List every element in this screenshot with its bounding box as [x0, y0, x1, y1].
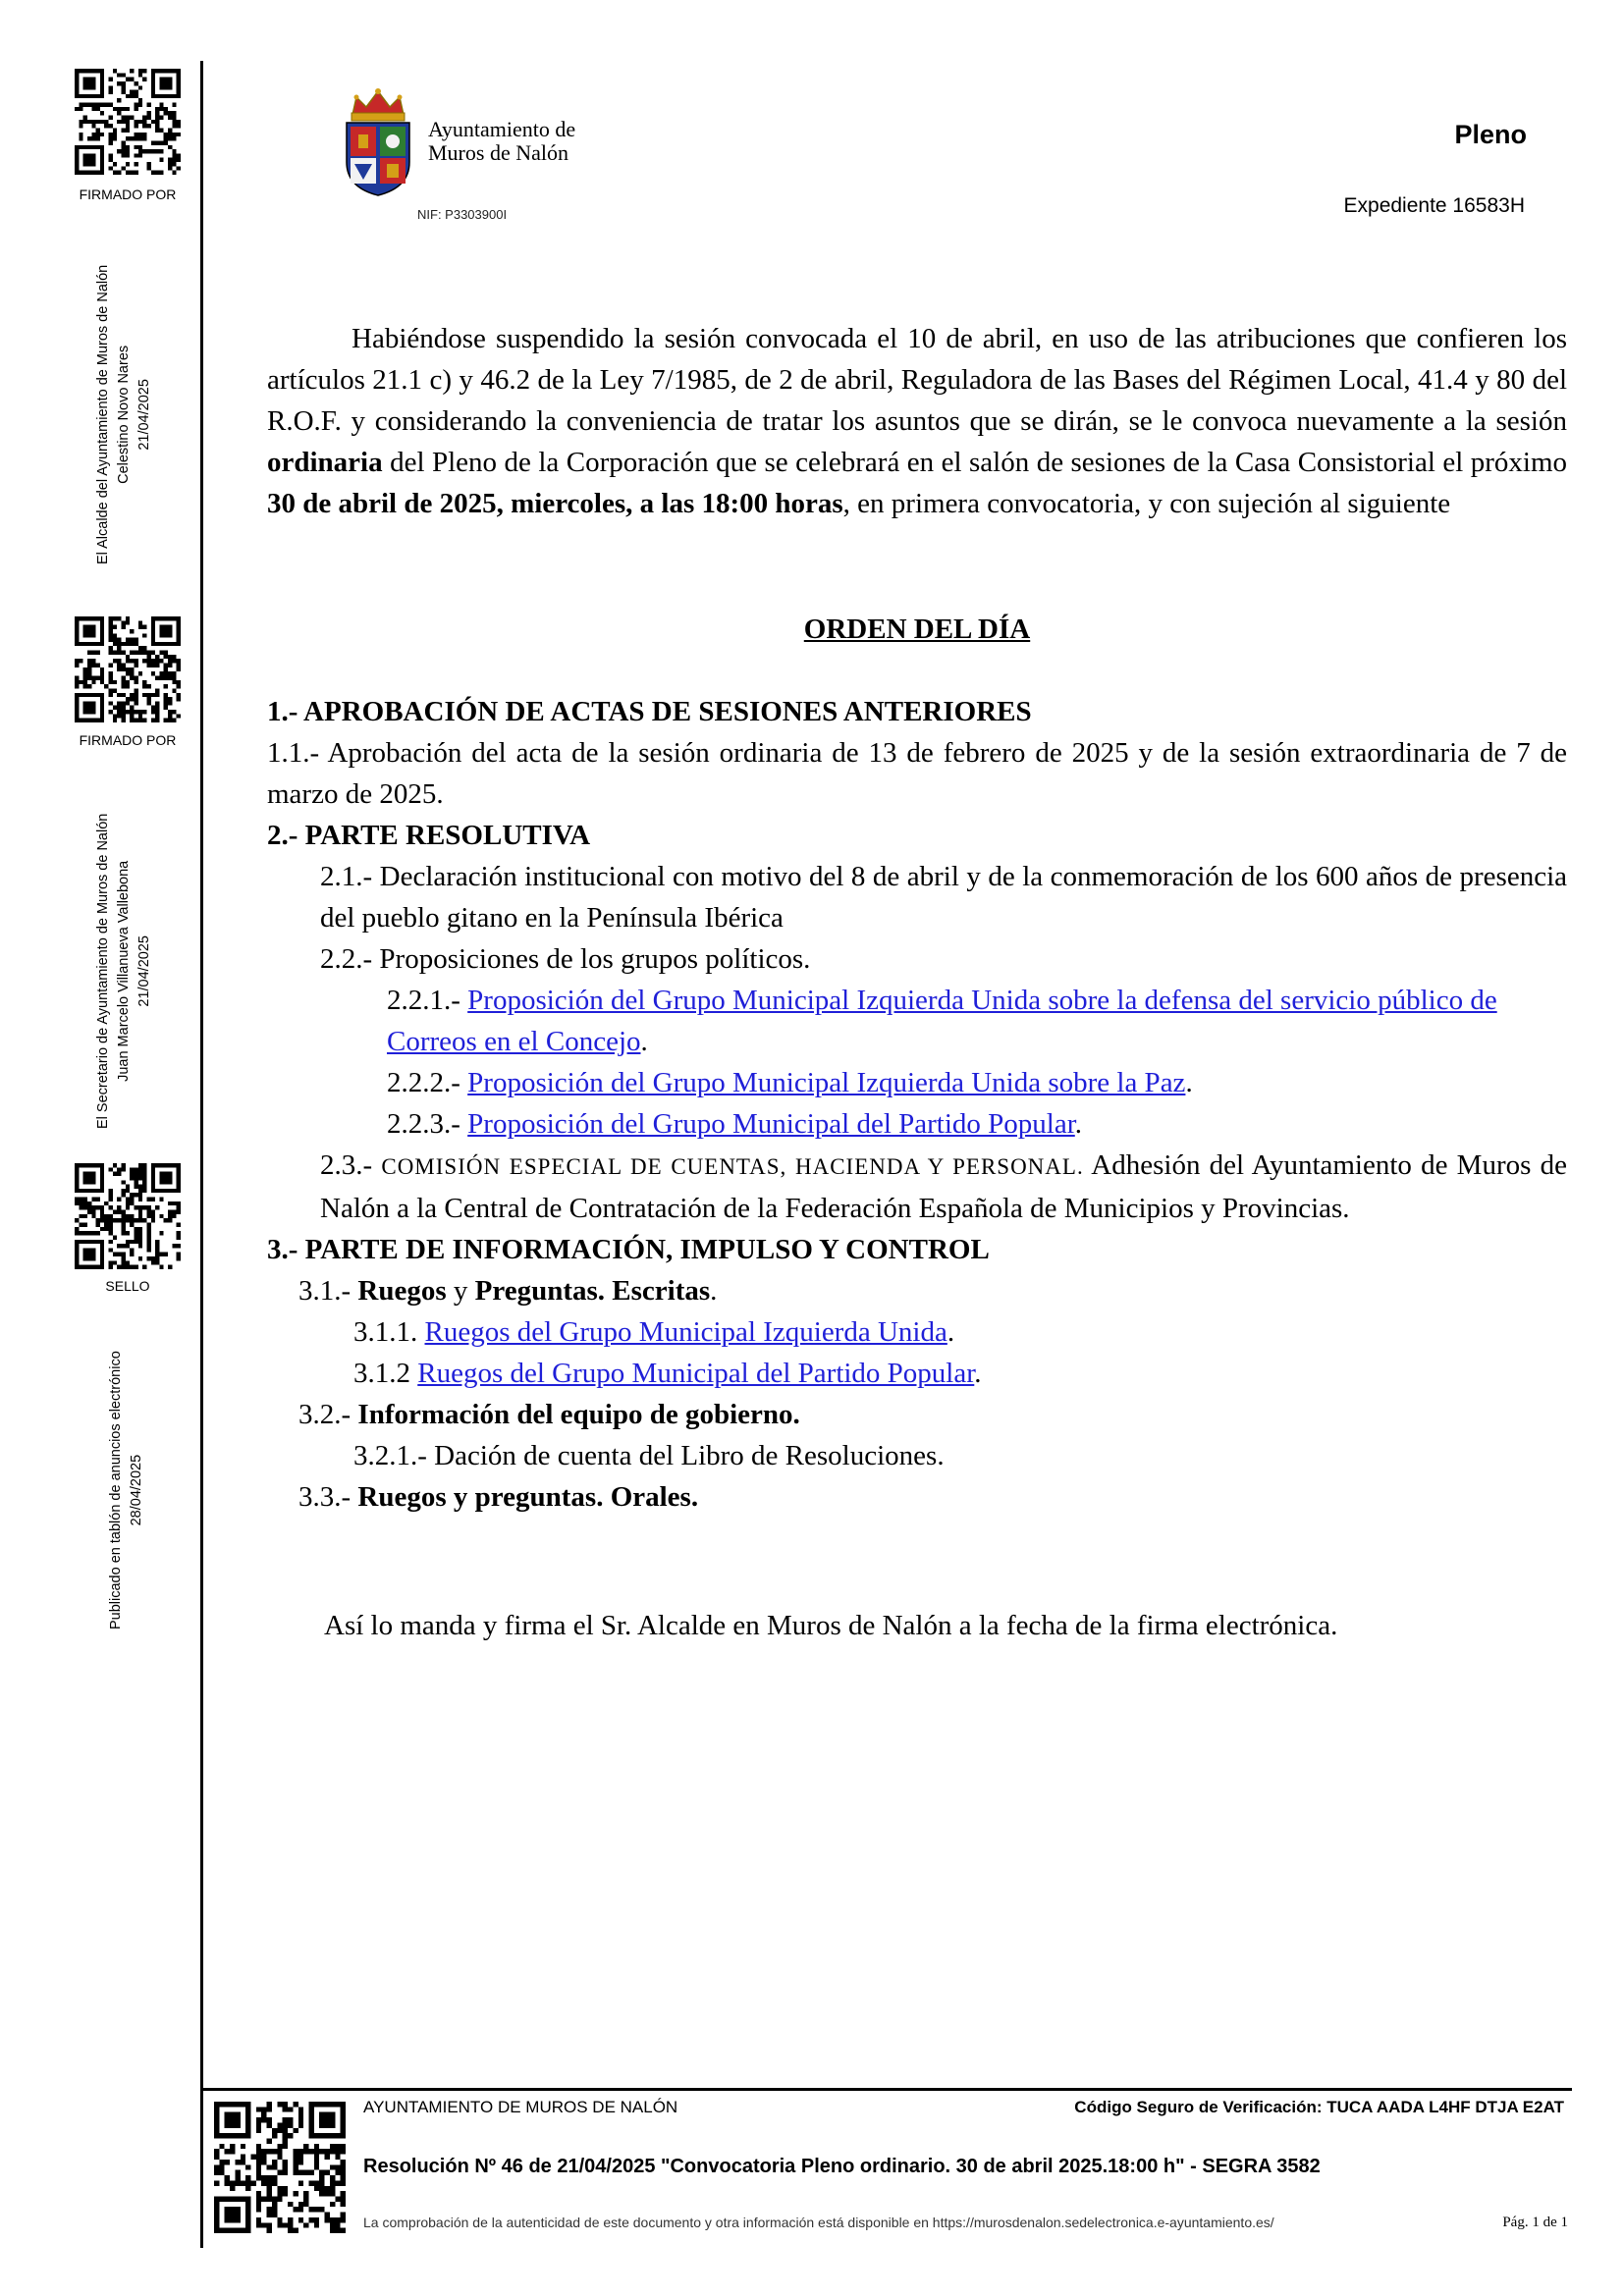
resolution-title: Resolución Nº 46 de 21/04/2025 "Convocatoria Pleno ordinario. 30 de abril 2025.18:00 h" - SEGRA 3582 [363, 2156, 1321, 2177]
item-2-2-1: 2.2.1.- Proposición del Grupo Municipal Izquierda Unida sobre la defensa del servicio público de Correos en el Concejo. [387, 985, 1497, 1057]
item-1-1: 1.1.- Aprobación del acta de la sesión ordinaria de 13 de febrero de 2025 y de la sesión extraordinaria de 7 de marzo de 2025. [267, 737, 1567, 810]
seal-qr-code [75, 1163, 181, 1269]
item-3-1-2: 3.1.2 Ruegos del Grupo Municipal del Partido Popular. [353, 1358, 982, 1389]
agenda-list [267, 691, 1567, 1518]
document-type: Pleno [1454, 120, 1527, 149]
agenda-title: ORDEN DEL DÍA [803, 614, 1031, 645]
signature-text-1: El Alcalde del Ayuntamiento de Muros de Nalón Celestino Novo Nares 21/04/2025 [95, 264, 152, 564]
link-ruegos-pp[interactable]: Ruegos del Grupo Municipal del Partido Popular [417, 1358, 975, 1389]
section-1-title: 1.- APROBACIÓN DE ACTAS DE SESIONES ANTERIORES [267, 696, 1032, 727]
signature-qr-code-2 [75, 616, 181, 722]
item-2-2-3: 2.2.3.- Proposición del Grupo Municipal del Partido Popular. [387, 1108, 1083, 1140]
item-3-1-1: 3.1.1. Ruegos del Grupo Municipal Izquierda Unida. [353, 1316, 955, 1348]
seal-text: Publicado en tablón de anuncios electrónico 28/04/2025 [108, 1351, 144, 1629]
intro-paragraph: Habiéndose suspendido la sesión convocada el 10 de abril, en uso de las atribuciones que confieren los artículos 21.1 c) y 46.2 de la Ley 7/1985, de 2 de abril, Reguladora de las Bases del Régimen Local, 41.4 y 80 del R.O.F. y considerando la conveniencia de tratar los asuntos que se dirán, se le convoca nuevamente a la sesión ordinaria del Pleno de la Corporación que se celebrará en el salón de sesiones de la Casa Consistorial el próximo 30 de abril de 2025, miercoles, a las 18:00 horas, en primera convocatoria, y con sujeción al siguiente [267, 323, 1567, 519]
link-ruegos-iu[interactable]: Ruegos del Grupo Municipal Izquierda Unida [424, 1316, 947, 1348]
item-2-3: 2.3.- COMISIÓN ESPECIAL DE CUENTAS, HACIENDA Y PERSONAL. Adhesión del Ayuntamiento de Muros de Nalón a la Central de Contratación de la Federación Española de Municipios y Provincias. [320, 1149, 1567, 1224]
section-3-title: 3.- PARTE DE INFORMACIÓN, IMPULSO Y CONTROL [267, 1234, 990, 1265]
margin-rule [200, 61, 203, 2248]
item-2-1: 2.1.- Declaración institucional con motivo del 8 de abril y de la conmemoración de los 600 años de presencia del pueblo gitano en la Península Ibérica [320, 861, 1567, 934]
item-3-1: 3.1.- Ruegos y Preguntas. Escritas. [298, 1275, 718, 1307]
signature-qr-code-1 [75, 69, 181, 175]
closing-statement: Así lo manda y firma el Sr. Alcalde en Muros de Nalón a la fecha de la firma electrónica. [324, 1610, 1338, 1641]
authenticity-note: La comprobación de la autenticidad de este documento y otra información está disponible en https://murosdenalon.sedelectronica.e-ayuntamiento.es/ [363, 2215, 1274, 2230]
signature-label-2: FIRMADO POR [79, 732, 177, 748]
item-2-2-2: 2.2.2.- Proposición del Grupo Municipal Izquierda Unida sobre la Paz. [387, 1067, 1193, 1098]
link-proposicion-pp[interactable]: Proposición del Grupo Municipal del Partido Popular [467, 1108, 1075, 1140]
signature-text-2: El Secretario de Ayuntamiento de Muros de Nalón Juan Marcelo Villanueva Vallebona 21/04/2025 [95, 813, 152, 1129]
organization-name: Ayuntamiento de Muros de Nalón [428, 117, 576, 165]
page-number: Pág. 1 de 1 [1502, 2215, 1568, 2230]
coat-of-arms-icon [339, 85, 417, 198]
verification-qr-code [214, 2102, 346, 2233]
signature-label-1: FIRMADO POR [79, 187, 177, 202]
item-2-2: 2.2.- Proposiciones de los grupos políticos. [320, 943, 811, 975]
footer-organization: AYUNTAMIENTO DE MUROS DE NALÓN [363, 2098, 678, 2116]
expediente-number: Expediente 16583H [1343, 194, 1525, 217]
nif-number: NIF: P3303900I [417, 207, 508, 222]
item-3-3: 3.3.- Ruegos y preguntas. Orales. [298, 1481, 699, 1513]
verification-code: Código Seguro de Verificación: TUCA AADA L4HF DTJA E2AT [1074, 2098, 1564, 2116]
footer-rule [200, 2088, 1572, 2091]
link-proposicion-iu-paz[interactable]: Proposición del Grupo Municipal Izquierda Unida sobre la Paz [467, 1067, 1186, 1098]
item-3-2-1: 3.2.1.- Dación de cuenta del Libro de Resoluciones. [353, 1440, 945, 1471]
seal-label: SELLO [105, 1278, 150, 1294]
section-2-title: 2.- PARTE RESOLUTIVA [267, 820, 591, 851]
item-3-2: 3.2.- Información del equipo de gobierno. [298, 1399, 800, 1430]
link-proposicion-iu-correos[interactable]: Proposición del Grupo Municipal Izquierda Unida sobre la defensa del servicio público de Correos en el Concejo [387, 985, 1497, 1057]
